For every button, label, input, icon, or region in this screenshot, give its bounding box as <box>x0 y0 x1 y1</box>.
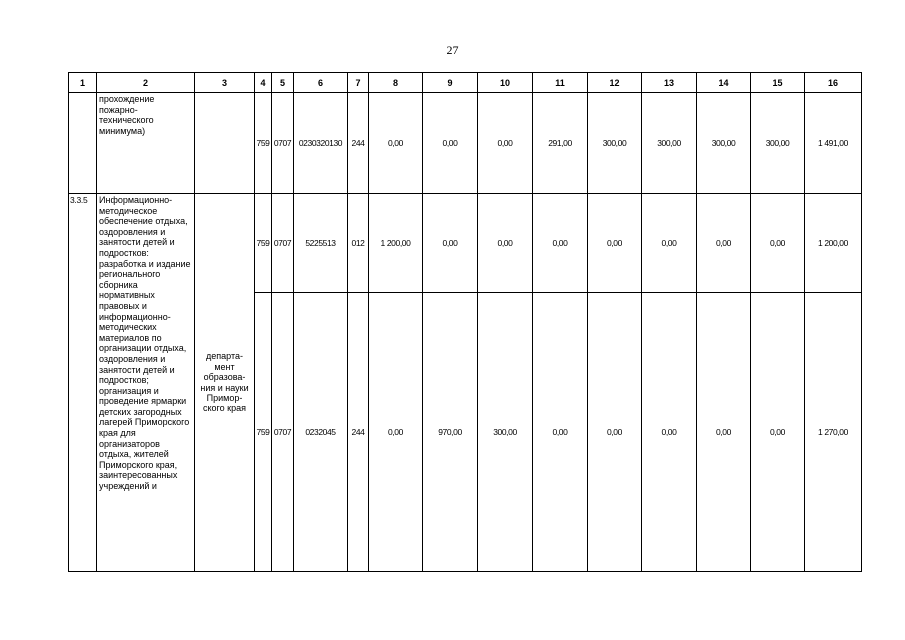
value-cell: 1 491,00 <box>805 93 862 194</box>
header-cell: 9 <box>423 73 478 93</box>
header-cell: 13 <box>642 73 697 93</box>
value-cell: 0,00 <box>369 293 423 572</box>
header-cell: 3 <box>195 73 255 93</box>
value-cell: 0,00 <box>697 194 751 293</box>
value-cell: 0,00 <box>423 93 478 194</box>
header-cell: 14 <box>697 73 751 93</box>
value-cell: 0,00 <box>533 194 588 293</box>
value-cell: 012 <box>348 194 369 293</box>
header-cell: 8 <box>369 73 423 93</box>
header-cell: 6 <box>294 73 348 93</box>
header-cell: 5 <box>272 73 294 93</box>
value-cell: 759 <box>255 194 272 293</box>
value-cell: 0,00 <box>478 194 533 293</box>
value-cell: 300,00 <box>642 93 697 194</box>
budget-table <box>68 72 862 572</box>
value-cell: 0,00 <box>369 93 423 194</box>
value-cell: 0,00 <box>478 93 533 194</box>
value-cell: 0707 <box>272 293 294 572</box>
value-cell: 0232045 <box>294 293 348 572</box>
value-cell: 244 <box>348 93 369 194</box>
value-cell: 300,00 <box>751 93 805 194</box>
value-cell: 300,00 <box>588 93 642 194</box>
value-cell: 759 <box>255 93 272 194</box>
value-cell: 300,00 <box>697 93 751 194</box>
table-row <box>69 93 862 194</box>
item-number-cell: 3.3.5 <box>69 194 97 572</box>
header-cell: 1 <box>69 73 97 93</box>
department-cell <box>195 93 255 194</box>
header-cell: 15 <box>751 73 805 93</box>
item-name-cell: Информационно-методическое обеспечение отдыха, оздоровления и занятости детей и подростков: разработка и издание регионального сборника нормативных правовых и информационно-методических материалов по организации отдыха, оздоровления и занятости детей и подростков; организация и проведение ярмарки детских загородных лагерей Приморского края для организаторов отдыха, жителей Приморского края, заинтересованных учреждений и <box>97 194 195 572</box>
value-cell: 300,00 <box>478 293 533 572</box>
value-cell: 0,00 <box>642 293 697 572</box>
header-cell: 16 <box>805 73 862 93</box>
value-cell: 970,00 <box>423 293 478 572</box>
header-cell: 11 <box>533 73 588 93</box>
value-cell: 0,00 <box>588 293 642 572</box>
value-cell: 291,00 <box>533 93 588 194</box>
value-cell: 759 <box>255 293 272 572</box>
value-cell: 0,00 <box>642 194 697 293</box>
value-cell: 1 200,00 <box>805 194 862 293</box>
table-row <box>69 194 862 293</box>
value-cell: 0707 <box>272 93 294 194</box>
header-cell: 2 <box>97 73 195 93</box>
header-row <box>69 73 862 93</box>
value-cell: 0707 <box>272 194 294 293</box>
value-cell: 1 200,00 <box>369 194 423 293</box>
header-cell: 10 <box>478 73 533 93</box>
value-cell: 0,00 <box>697 293 751 572</box>
value-cell: 0,00 <box>533 293 588 572</box>
department-cell: департа-мент образова-ния и науки Примор-ского края <box>195 194 255 572</box>
page-number: 27 <box>446 43 459 57</box>
item-number-cell <box>69 93 97 194</box>
value-cell: 0,00 <box>751 194 805 293</box>
item-name-cell: прохождение пожарно-технического минимума) <box>97 93 195 194</box>
value-cell: 244 <box>348 293 369 572</box>
header-cell: 7 <box>348 73 369 93</box>
header-cell: 4 <box>255 73 272 93</box>
value-cell: 0,00 <box>588 194 642 293</box>
value-cell: 0230320130 <box>294 93 348 194</box>
value-cell: 0,00 <box>423 194 478 293</box>
header-cell: 12 <box>588 73 642 93</box>
value-cell: 1 270,00 <box>805 293 862 572</box>
value-cell: 5225513 <box>294 194 348 293</box>
value-cell: 0,00 <box>751 293 805 572</box>
